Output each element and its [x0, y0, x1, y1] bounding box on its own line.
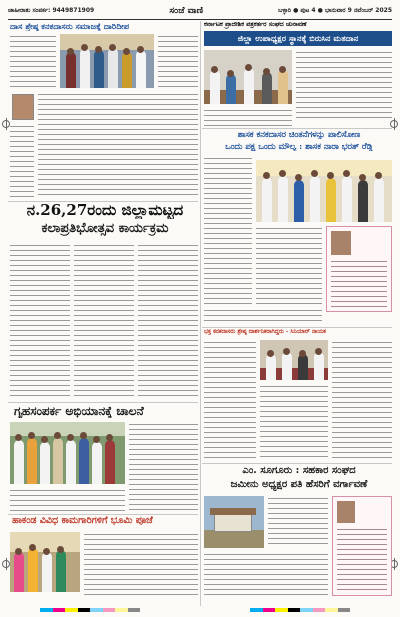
hall-photo	[260, 340, 328, 380]
article-text	[204, 552, 328, 596]
story-headline: ಎಂ. ಸೂಗೂರು : ಸಹಕಾರ ಸಂಘದ	[242, 466, 356, 476]
article-text	[10, 124, 34, 198]
color-calibration-strip	[250, 608, 350, 612]
article-text	[268, 496, 328, 548]
story-subheadline: ಕಲಾಪ್ರತಿಭೋತ್ಸವ ಕಾರ್ಯಕ್ರಮ	[41, 222, 169, 236]
article-text	[204, 308, 322, 324]
article-text	[256, 226, 322, 306]
article-text	[260, 384, 328, 460]
newspaper-title: ಸಂಜೆ ವಾಣಿ	[169, 6, 203, 16]
article-text	[129, 422, 198, 512]
masthead-bar	[8, 4, 392, 18]
sidebar-box	[332, 496, 392, 596]
article-text	[138, 243, 198, 398]
article-text	[158, 34, 198, 90]
article-text	[332, 340, 392, 460]
article-text	[10, 34, 56, 90]
article-text	[204, 156, 252, 306]
story-headline: ದಾಸ ಶ್ರೇಷ್ಠ ಕನಕದಾಸರು ಸಮಾಜಕ್ಕೆ ದಾರಿದೀಪ	[10, 22, 130, 31]
ad-contact: ಜಾಹೀರಾತು ಸಂಪರ್ಕ: 9449871909	[8, 7, 95, 14]
story-headline: ಕರ್ನಾಟಕ ಪ್ರಾದೇಶಿಕ ಪತ್ರಕರ್ತರ ಸಂಘದ ಚುನಾವಣೆ	[204, 22, 307, 28]
story-subheadline: ಜಿಲ್ಲಾ ಉಪಾಧ್ಯಕ್ಷರ ಸ್ಥಾನಕ್ಕೆ ಬಿರುಸಿನ ಮತದಾನ	[204, 31, 392, 46]
article-text	[74, 243, 134, 398]
issue-info: ಬಳ್ಳಾರಿ ● ಪುಟ 4 ● ಭಾನುವಾರ 9 ನವೆಂಬರ್ 2025	[278, 7, 392, 14]
article-text	[204, 108, 292, 126]
event-photo	[60, 34, 154, 88]
story-headline: ಶಾಸಕ ಕನಕದಾಸರ ಚಿಂತನೆಗಳನ್ನು ಪಾಲಿಸೋಣ	[237, 130, 361, 139]
article-text	[38, 92, 198, 198]
campaign-photo	[10, 422, 125, 484]
article-text	[204, 340, 256, 460]
article-text	[10, 243, 70, 398]
portrait-photo	[331, 231, 351, 255]
story-headline: ಭಕ್ತ ಕನಕದಾಸರು ಶ್ರೇಷ್ಠ ದಾರ್ಶನಿಕರಾಗಿದ್ದರು - ಸಿನಿಯಾರ್ ನಾಯಕ	[204, 329, 326, 335]
story-subheadline: ಒಂದು ಪಕ್ಷ ಒಂದು ಮೌಲ್ಯ : ಶಾಸಕ ನಾರಾ ಭರತ್ ರೆಡ್ಡಿ	[225, 142, 373, 151]
article-text	[10, 488, 125, 512]
registration-mark	[2, 120, 10, 128]
registration-mark	[2, 560, 10, 568]
story-headline: ಗೃಹಸಂಪರ್ಕ ಅಭಿಯಾನಕ್ಕೆ ಚಾಲನೆ	[14, 405, 144, 418]
story-headline: ಹಾಕಂಡ ವಿವಿಧ ಕಾಮಗಾರಿಗಳಿಗೆ ಭೂಮಿ ಪೂಜೆ	[12, 516, 153, 526]
article-text	[84, 532, 198, 596]
sidebar-box	[326, 226, 392, 312]
story-headline: ನ.26,27ರಂದು ಜಿಲ್ಲಾಮಟ್ಟದ	[26, 203, 184, 219]
color-calibration-strip	[40, 608, 140, 612]
article-text	[296, 50, 392, 118]
registration-mark	[390, 120, 398, 128]
portrait-photo	[337, 501, 355, 523]
election-photo	[204, 50, 292, 104]
story-subheadline: ಜಮೀನು ಅಧ್ಯಕ್ಷರ ಪತಿ ಹೆಸರಿಗೆ ವರ್ಗಾವಣೆ	[230, 480, 368, 490]
portrait-photo	[12, 94, 34, 120]
ceremony-photo	[10, 532, 80, 592]
land-photo	[204, 496, 264, 548]
group-photo	[256, 160, 392, 222]
